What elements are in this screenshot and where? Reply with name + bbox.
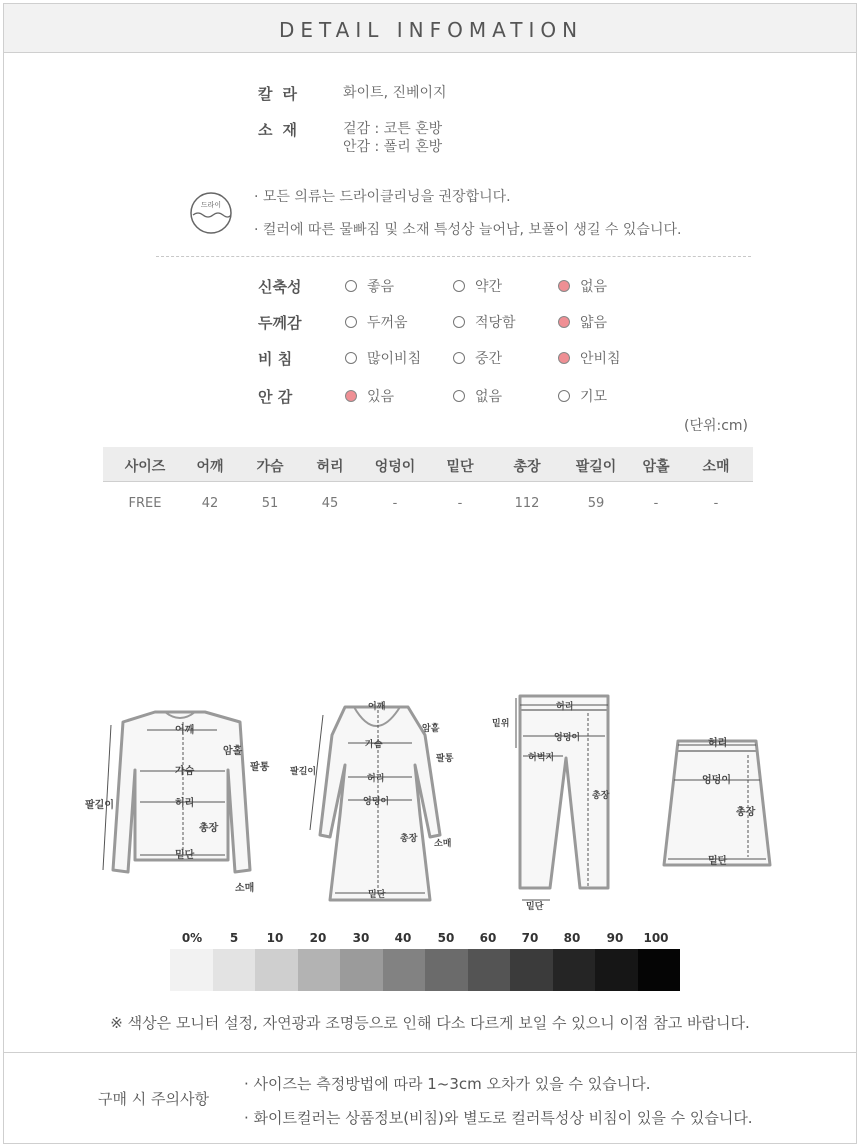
- size-cell: -: [653, 496, 659, 511]
- caution-title: 구매 시 주의사항: [98, 1090, 209, 1108]
- svg-text:팔길이: 팔길이: [85, 800, 114, 811]
- sheerness-option-2: 중간: [453, 348, 502, 368]
- dress-measure-diagram: [290, 695, 465, 915]
- gray-swatch: [510, 949, 553, 991]
- section-divider: [156, 256, 751, 257]
- radio-selected-icon: [345, 390, 357, 402]
- size-cell: 59: [587, 496, 605, 511]
- svg-text:어깨: 어깨: [175, 725, 195, 736]
- gray-swatch: [553, 949, 596, 991]
- attr-label-stretch: 신축성: [258, 278, 302, 296]
- thickness-option-2: 적당함: [453, 312, 516, 332]
- radio-selected-icon: [558, 316, 570, 328]
- svg-text:밑단: 밑단: [708, 856, 728, 867]
- svg-text:가슴: 가슴: [365, 740, 383, 750]
- svg-text:총장: 총장: [400, 834, 418, 844]
- svg-text:암홀: 암홀: [422, 724, 440, 734]
- skirt-measure-diagram: [660, 735, 780, 875]
- gray-swatch: [383, 949, 426, 991]
- scale-label: 70: [521, 931, 539, 945]
- thickness-option-1: 두꺼움: [345, 312, 408, 332]
- scale-label: 0%: [181, 931, 203, 945]
- size-col-header: 사이즈: [124, 459, 166, 475]
- scale-label: 100: [643, 931, 669, 945]
- attr-label-sheerness: 비 침: [258, 350, 293, 368]
- sheerness-option-1: 많이비침: [345, 348, 421, 368]
- dry-clean-icon: [189, 191, 233, 235]
- gray-swatch: [255, 949, 298, 991]
- svg-text:허벅지: 허벅지: [528, 753, 555, 763]
- scale-label: 50: [437, 931, 455, 945]
- svg-text:총장: 총장: [199, 823, 219, 834]
- scale-label: 80: [563, 931, 581, 945]
- caution-line-2: · 화이트컬러는 상품정보(비침)와 별도로 컬러특성상 비침이 있을 수 있습니다.: [244, 1109, 753, 1127]
- material-outer: 겉감 : 코튼 혼방: [343, 121, 443, 137]
- size-col-header: 소매: [702, 459, 730, 475]
- svg-text:가슴: 가슴: [175, 766, 195, 777]
- attr-label-lining: 안 감: [258, 388, 293, 406]
- size-cell: FREE: [128, 496, 162, 511]
- color-label: 칼라: [258, 85, 307, 103]
- svg-text:밑단: 밑단: [368, 890, 386, 900]
- bottom-divider: [3, 1052, 857, 1053]
- svg-text:엉덩이: 엉덩이: [554, 733, 581, 743]
- care-line-1: · 모든 의류는 드라이클리닝을 권장합니다.: [254, 189, 511, 205]
- stretch-option-3: 없음: [558, 276, 607, 296]
- radio-icon: [345, 352, 357, 364]
- svg-text:엉덩이: 엉덩이: [363, 797, 390, 807]
- size-col-header: 총장: [513, 459, 541, 475]
- radio-icon: [453, 390, 465, 402]
- top-measure-diagram: [85, 700, 275, 900]
- care-line-2: · 컬러에 따른 물빠짐 및 소재 특성상 늘어남, 보풀이 생길 수 있습니다.: [254, 222, 682, 238]
- radio-icon: [345, 280, 357, 292]
- size-col-header: 암홀: [642, 459, 670, 475]
- radio-selected-icon: [558, 352, 570, 364]
- size-cell: 112: [514, 496, 540, 511]
- svg-text:팔길이: 팔길이: [290, 767, 317, 777]
- svg-text:팔통: 팔통: [436, 754, 454, 764]
- gray-swatch: [170, 949, 213, 991]
- radio-icon: [453, 316, 465, 328]
- lining-option-1: 있음: [345, 386, 394, 406]
- caution-line-1: · 사이즈는 측정방법에 따라 1~3cm 오차가 있을 수 있습니다.: [244, 1075, 651, 1093]
- size-col-header: 엉덩이: [374, 459, 416, 475]
- color-note: ※ 색상은 모니터 설정, 자연광과 조명등으로 인해 다소 다르게 보일 수 있으니 이점 참고 바랍니다.: [110, 1014, 750, 1032]
- stretch-option-1: 좋음: [345, 276, 394, 296]
- radio-icon: [558, 390, 570, 402]
- scale-label: 40: [394, 931, 412, 945]
- scale-label: 5: [229, 931, 239, 945]
- gray-swatch: [213, 949, 256, 991]
- size-col-header: 팔길이: [575, 459, 617, 475]
- size-cell: -: [457, 496, 463, 511]
- lining-option-2: 없음: [453, 386, 502, 406]
- scale-label: 10: [266, 931, 284, 945]
- scale-label: 90: [606, 931, 624, 945]
- svg-text:허리: 허리: [175, 798, 195, 809]
- size-cell: 51: [261, 496, 279, 511]
- size-col-header: 가슴: [256, 459, 284, 475]
- gray-swatch: [298, 949, 341, 991]
- scale-label: 60: [479, 931, 497, 945]
- radio-icon: [345, 316, 357, 328]
- svg-text:허리: 허리: [367, 774, 385, 784]
- radio-selected-icon: [558, 280, 570, 292]
- svg-text:총장: 총장: [736, 807, 756, 818]
- size-col-header: 밑단: [446, 459, 474, 475]
- size-col-header: 어깨: [196, 459, 224, 475]
- svg-text:소매: 소매: [235, 883, 255, 894]
- scale-label: 30: [352, 931, 370, 945]
- size-cell: 45: [321, 496, 339, 511]
- header-band: [3, 3, 857, 53]
- svg-text:암홀: 암홀: [223, 746, 243, 757]
- gray-swatch: [468, 949, 511, 991]
- sheerness-option-3: 안비침: [558, 348, 621, 368]
- dry-clean-icon-label: 드라이: [200, 201, 222, 209]
- gray-swatch: [340, 949, 383, 991]
- svg-text:총장: 총장: [592, 791, 610, 801]
- svg-text:허리: 허리: [556, 702, 574, 712]
- scale-label: 20: [309, 931, 327, 945]
- color-value: 화이트, 진베이지: [343, 85, 447, 101]
- size-cell: 42: [201, 496, 219, 511]
- attr-label-thickness: 두께감: [258, 314, 302, 332]
- svg-text:허리: 허리: [708, 738, 728, 749]
- size-cell: -: [392, 496, 398, 511]
- svg-text:팔통: 팔통: [250, 762, 270, 773]
- unit-note: (단위:cm): [684, 418, 749, 434]
- svg-text:어깨: 어깨: [368, 702, 386, 712]
- page-title: DETAIL INFOMATION: [278, 18, 584, 42]
- size-col-header: 허리: [316, 459, 344, 475]
- stretch-option-2: 약간: [453, 276, 502, 296]
- svg-text:엉덩이: 엉덩이: [702, 775, 731, 786]
- svg-text:밑단: 밑단: [526, 902, 544, 912]
- svg-text:밑위: 밑위: [492, 719, 510, 729]
- lining-option-3: 기모: [558, 386, 607, 406]
- gray-swatch: [638, 949, 681, 991]
- material-inner: 안감 : 폴리 혼방: [343, 139, 443, 155]
- gray-swatch: [595, 949, 638, 991]
- size-table-header: [103, 447, 753, 482]
- thickness-option-3: 얇음: [558, 312, 607, 332]
- svg-text:소매: 소매: [434, 839, 452, 849]
- gray-swatch: [425, 949, 468, 991]
- size-cell: -: [713, 496, 719, 511]
- pants-measure-diagram: [488, 688, 628, 913]
- material-label: 소재: [258, 121, 307, 139]
- radio-icon: [453, 280, 465, 292]
- svg-text:밑단: 밑단: [175, 850, 195, 861]
- radio-icon: [453, 352, 465, 364]
